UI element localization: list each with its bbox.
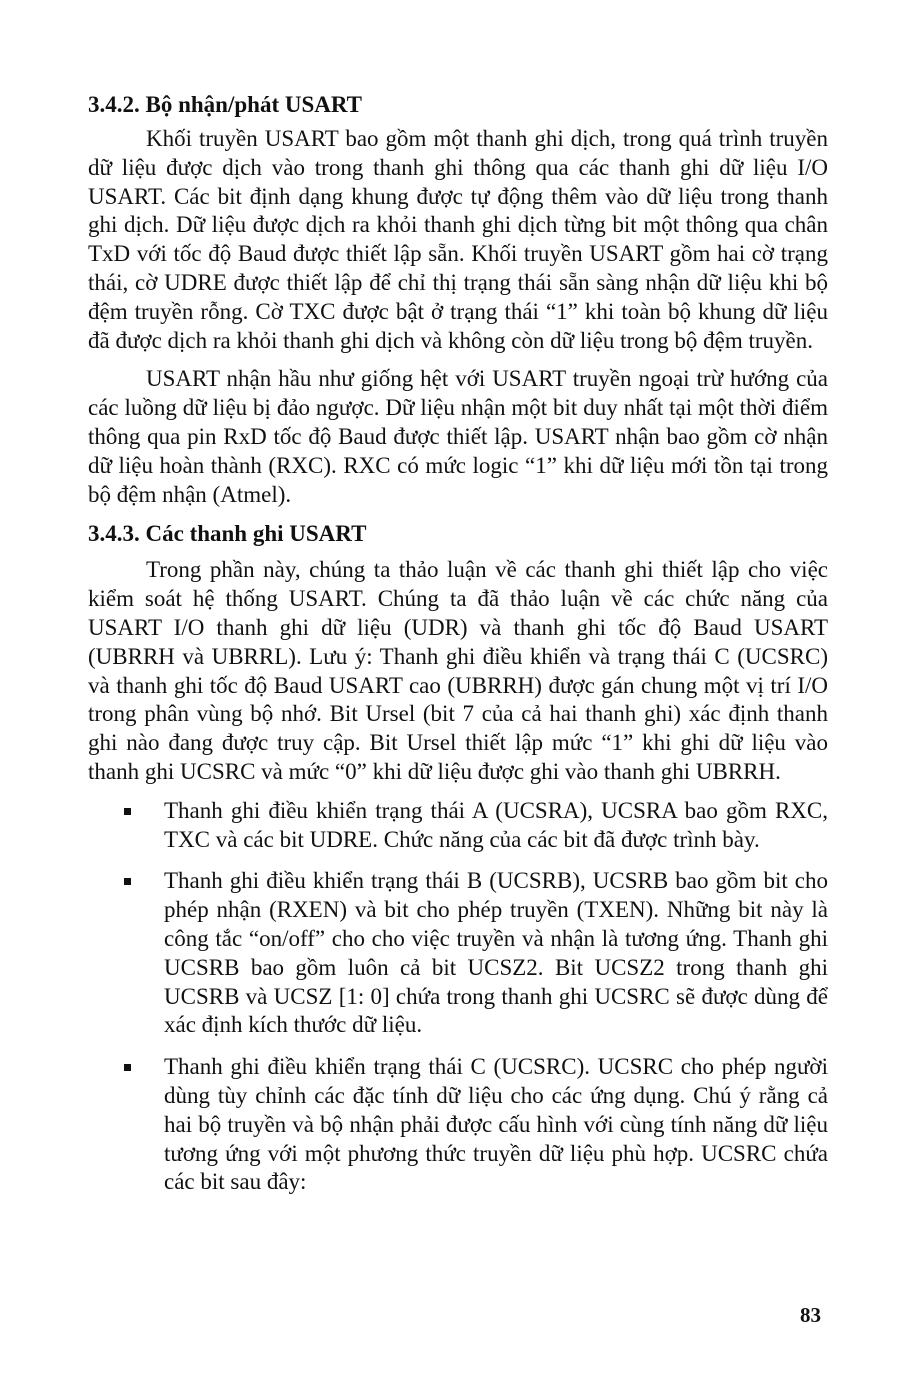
section-heading: 3.4.2. Bộ nhận/phát USART <box>88 92 363 117</box>
square-bullet-icon <box>124 808 131 815</box>
list-item-text: Thanh ghi điều khiển trạng thái C (UCSRC). UCSRC cho phép người dùng tùy chỉnh các đặc tính dữ liệu cho các ứng dụng. Chú ý rằng cả hai bộ truyền và bộ nhận phải được cấu hình với cùng tính năng dữ liệu tương ứng với một phương thức truyền dữ liệu phù hợp. UCSRC chứa các bit sau đây: <box>164 1054 828 1195</box>
section-heading: 3.4.3. Các thanh ghi USART <box>88 521 367 547</box>
square-bullet-icon <box>124 878 131 885</box>
page-number: 83 <box>800 1303 821 1327</box>
paragraph: Trong phần này, chúng ta thảo luận về các thanh ghi thiết lập cho việc kiểm soát hệ thống USART. Chúng ta đã thảo luận về các chức năng của USART I/O thanh ghi dữ liệu (UDR) và thanh ghi tốc độ Baud USART (UBRRH và UBRRL). Lưu ý: Thanh ghi điều khiển và trạng thái C (UCSRC) và thanh ghi tốc độ Baud USART cao (UBRRH) được gán chung một vị trí I/O trong phân vùng bộ nhớ. Bit Ursel (bit 7 của cả hai thanh ghi) xác định thanh ghi nào đang được truy cập. Bit Ursel thiết lập mức “1” khi ghi dữ liệu vào thanh ghi UCSRC và mức “0” khi dữ liệu được ghi vào thanh ghi UBRRH. <box>88 557 828 784</box>
list-item-text: Thanh ghi điều khiển trạng thái B (UCSRB), UCSRB bao gồm bit cho phép nhận (RXEN) và bit cho phép truyền (TXEN). Những bit này là công tắc “on/off” cho cho việc truyền và nhận là tương ứng. Thanh ghi UCSRB bao gồm luôn cả bit UCSZ2. Bit UCSZ2 trong thanh ghi UCSRB và UCSZ [1: 0] chứa trong thanh ghi UCSRC sẽ được dùng để xác định kích thước dữ liệu. <box>164 868 828 1038</box>
bullet-list <box>88 797 828 1197</box>
paragraph: Khối truyền USART bao gồm một thanh ghi dịch, trong quá trình truyền dữ liệu được dịch vào trong thanh ghi thông qua các thanh ghi dữ liệu I/O USART. Các bit định dạng khung được tự động thêm vào dữ liệu trong thanh ghi dịch. Dữ liệu được dịch ra khỏi thanh ghi dịch từng bit một thông qua chân TxD với tốc độ Baud được thiết lập sẵn. Khối truyền USART gồm hai cờ trạng thái, cờ UDRE được thiết lập để chỉ thị trạng thái sẵn sàng nhận dữ liệu khi bộ đệm truyền rỗng. Cờ TXC được bật ở trạng thái “1” khi toàn bộ khung dữ liệu đã được dịch ra khỏi thanh ghi dịch và không còn dữ liệu trong bộ đệm truyền. <box>88 126 828 353</box>
list-item <box>88 1053 828 1197</box>
square-bullet-icon <box>124 1064 131 1071</box>
page-content <box>88 90 828 1210</box>
list-item <box>88 867 828 1040</box>
paragraph: USART nhận hầu như giống hệt với USART truyền ngoại trừ hướng của các luồng dữ liệu bị đảo ngược. Dữ liệu nhận một bit duy nhất tại một thời điểm thông qua pin RxD tốc độ Baud được thiết lập. USART nhận bao gồm cờ nhận dữ liệu hoàn thành (RXC). RXC có mức logic “1” khi dữ liệu mới tồn tại trong bộ đệm nhận (Atmel). <box>88 366 828 507</box>
list-item <box>88 797 828 855</box>
list-item-text: Thanh ghi điều khiển trạng thái A (UCSRA), UCSRA bao gồm RXC, TXC và các bit UDRE. Chức năng của các bit đã được trình bày. <box>164 797 828 852</box>
